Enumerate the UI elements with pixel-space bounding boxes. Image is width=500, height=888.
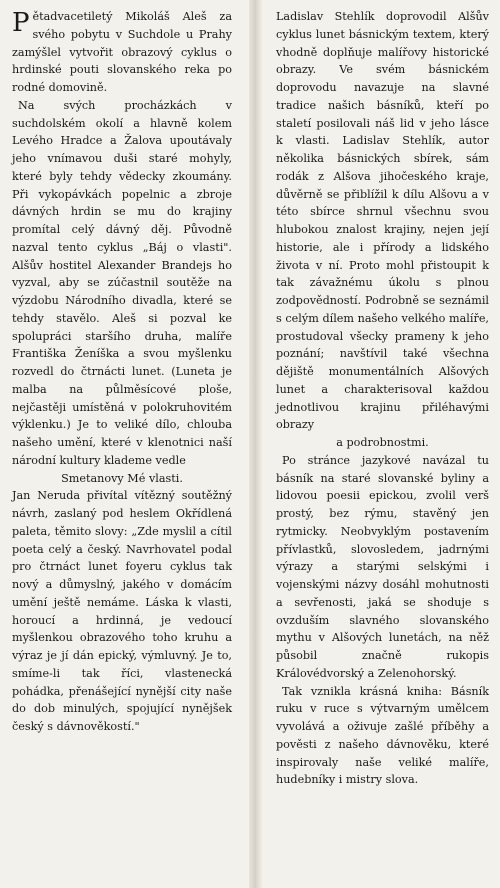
paragraph-intro-text: ětadvacetiletý Mikoláš Aleš za svého pobytu v Suchdole u Prahy zamýšlel vytvořit obrazový cyklus o hrdinské pouti slovanského reka po rodné domovině. xyxy=(12,10,232,94)
paragraph-walks-end: Smetanovy Mé vlasti. xyxy=(61,471,183,485)
paragraph-stehlik: Ladislav Stehlík doprovodil Alšův cyklus lunet básnickým textem, který vhodně doplňuje malířovy historické obrazy. Ve svém básnickém doprovodu navazuje na slavné tradice našich básníků, kteří po staletí posilovali náš lid v jeho lásce k vlasti. Ladislav Stehlík, autor několika básnických sbírek, sám rodák z Alšova jihočeského kraje, důvěrně se přiblížil k dílu Alšovu a v této sbírce shrnul všechnu svou hlubokou znalost krajiny, nejen její historie, ale i přírody a lidského života v ní. Proto mohl přistoupit k tak závažnému úkolu s plnou zodpovědností. Podrobně se seznámil s celým dílem našeho velkého malíře, prostudoval všecky prameny k jeho poznání; navštívil také všechna dějiště monumentálních Alšových lunet a charakterisoval každou jednotlivou krajinu přiléhavými obrazy xyxy=(276,10,489,432)
paragraph-stehlik-end: a podrobnostmi. xyxy=(336,436,429,449)
right-column xyxy=(276,8,489,789)
left-column xyxy=(12,8,232,736)
drop-cap: P xyxy=(12,8,30,38)
paragraph-conclusion: Tak vznikla krásná kniha: Básník ruku v ruce s výtvarným umělcem vyvolává a oživuje zašlé příběhy a pověsti z našeho dávnověku, které inspirovaly naše veliké malíře, hudebníky i mistry slova. xyxy=(276,684,489,787)
page-fold xyxy=(249,0,263,888)
paragraph-intro xyxy=(12,8,232,97)
paragraph-neruda: Jan Neruda přivítal vítězný soutěžný návrh, zaslaný pod heslem Okřídlená paleta, těmito slovy: „Zde myslil a cítil poeta celý a český. Navrhovatel podal pro čtrnáct lunet foyeru cyklus tak nový a důmyslný, jakého v domácím umění ještě nemáme. Láska k vlasti, horoucí a hrdinná, je vedoucí myšlenkou obrazového toho kruhu a výraz je jí dán epický, výmluvný. Je to, smíme-li tak říci, vlastenecká pohádka, přenášející nynější city naše do dob minulých, spojující nynějšek český s dávnověkostí." xyxy=(12,489,232,733)
paragraph-language: Po stránce jazykové navázal tu básník na staré slovanské byliny a lidovou poesii epickou, zvolil verš prostý, bez rýmu, stavěný jen rytmicky. Neobvyklým postavením přívlastků, slovosledem, jadrnými výrazy a starými selskými i vojenskými názvy dosáhl mohutnosti a sevřenosti, jaká se shoduje s ovzduším slavného slovanského mythu v Alšových lunetách, na něž působil značně rukopis Královédvorský a Zelenohorský. xyxy=(276,453,489,680)
paragraph-walks: Na svých procházkách v suchdolském okolí a hlavně kolem Levého Hradce a Žalova upoutávaly jeho vnímavou duši staré mohyly, které byly tehdy vědecky zkoumány. Při vykopávkách popelnic a zbroje dávných hrdin se mu do krajiny promítal celý dávný děj. Původně nazval tento cyklus „Báj o vlasti". Alšův hostitel Alexander Brandejs ho vyzval, aby se zúčastnil soutěže na výzdobu Národního divadla, které se tehdy stavělo. Aleš si pozval ke spolupráci staršího druha, malíře Františka Ženíška a svou myšlenku rozvedl do čtrnácti lunet. (Luneta je malba na půlměsícové ploše, nejčastěji umístěná v polokruhovitém výklenku.) Je to veliké dílo, chlouba našeho umění, které v klenotnici naší národní kultury klademe vedle xyxy=(12,98,232,467)
